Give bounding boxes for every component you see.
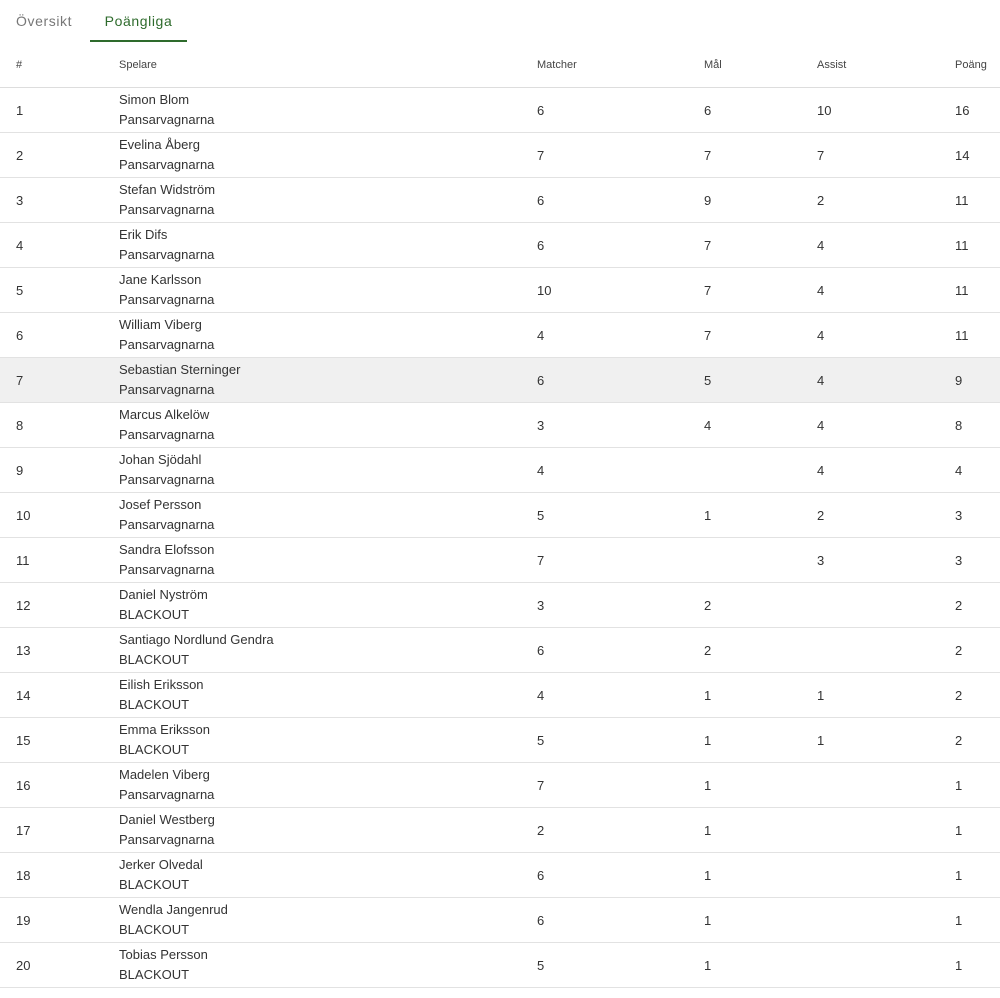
points-cell: 11 (955, 268, 1000, 313)
assists-cell: 4 (817, 403, 955, 448)
team-name: BLACKOUT (119, 607, 190, 622)
points-cell: 4 (955, 448, 1000, 493)
rank-cell: 9 (0, 448, 119, 493)
goals-cell: 4 (704, 403, 817, 448)
goals-cell: 7 (704, 133, 817, 178)
player-name[interactable]: Jane Karlsson (119, 272, 202, 287)
matches-cell: 6 (537, 853, 704, 898)
player-cell (119, 718, 537, 763)
table-row[interactable] (0, 718, 1000, 763)
player-name[interactable]: Jerker Olvedal (119, 857, 203, 872)
player-cell (119, 628, 537, 673)
matches-cell: 4 (537, 673, 704, 718)
table-row[interactable] (0, 853, 1000, 898)
goals-cell: 1 (704, 718, 817, 763)
table-row[interactable] (0, 133, 1000, 178)
rank-cell: 1 (0, 88, 119, 133)
matches-cell: 6 (537, 178, 704, 223)
matches-cell: 6 (537, 358, 704, 403)
player-cell (119, 538, 537, 583)
table-row[interactable] (0, 403, 1000, 448)
matches-cell: 7 (537, 763, 704, 808)
goals-cell: 7 (704, 313, 817, 358)
player-cell (119, 358, 537, 403)
table-row[interactable] (0, 493, 1000, 538)
assists-cell: 1 (817, 718, 955, 763)
points-cell: 1 (955, 763, 1000, 808)
goals-cell: 7 (704, 268, 817, 313)
points-cell: 2 (955, 628, 1000, 673)
goals-cell: 2 (704, 628, 817, 673)
column-header-assists[interactable]: Assist (817, 42, 955, 88)
goals-cell: 1 (704, 493, 817, 538)
tab-poangliga[interactable]: Poängliga (90, 0, 187, 42)
team-name: BLACKOUT (119, 922, 190, 937)
player-cell (119, 763, 537, 808)
rank-cell: 14 (0, 673, 119, 718)
table-row[interactable] (0, 313, 1000, 358)
assists-cell: 2 (817, 178, 955, 223)
player-name[interactable]: Sandra Elofsson (119, 542, 215, 557)
player-name[interactable]: William Viberg (119, 317, 202, 332)
goals-cell: 1 (704, 943, 817, 988)
column-header-player[interactable]: Spelare (119, 42, 537, 88)
rank-cell: 8 (0, 403, 119, 448)
player-name[interactable]: Tobias Persson (119, 947, 208, 962)
rank-cell: 10 (0, 493, 119, 538)
matches-cell: 6 (537, 88, 704, 133)
player-name[interactable]: Stefan Widström (119, 182, 216, 197)
assists-cell: 4 (817, 313, 955, 358)
assists-cell: 4 (817, 268, 955, 313)
table-row[interactable] (0, 538, 1000, 583)
points-cell: 2 (955, 718, 1000, 763)
player-cell (119, 808, 537, 853)
team-name: Pansarvagnarna (119, 337, 215, 352)
assists-cell: 4 (817, 358, 955, 403)
team-name: Pansarvagnarna (119, 247, 215, 262)
player-cell (119, 493, 537, 538)
assists-cell: 4 (817, 448, 955, 493)
assists-cell: 7 (817, 133, 955, 178)
points-cell: 11 (955, 223, 1000, 268)
assists-cell (817, 943, 955, 988)
player-name[interactable]: Daniel Nyström (119, 587, 208, 602)
tab-bar (0, 0, 1000, 42)
matches-cell: 5 (537, 943, 704, 988)
player-cell (119, 583, 537, 628)
team-name: BLACKOUT (119, 877, 190, 892)
goals-cell: 7 (704, 223, 817, 268)
matches-cell: 10 (537, 268, 704, 313)
table-header (0, 42, 1000, 88)
player-name[interactable]: Madelen Viberg (119, 767, 210, 782)
points-cell: 3 (955, 538, 1000, 583)
player-cell (119, 943, 537, 988)
points-cell: 1 (955, 853, 1000, 898)
matches-cell: 6 (537, 898, 704, 943)
table-row[interactable] (0, 943, 1000, 988)
rank-cell: 6 (0, 313, 119, 358)
player-cell (119, 853, 537, 898)
team-name: Pansarvagnarna (119, 112, 215, 127)
table-row[interactable] (0, 808, 1000, 853)
rank-cell: 16 (0, 763, 119, 808)
player-name[interactable]: Eilish Eriksson (119, 677, 204, 692)
table-row[interactable] (0, 178, 1000, 223)
points-cell: 1 (955, 898, 1000, 943)
goals-cell: 1 (704, 898, 817, 943)
table-row[interactable] (0, 448, 1000, 493)
points-cell: 14 (955, 133, 1000, 178)
rank-cell: 17 (0, 808, 119, 853)
rank-cell: 5 (0, 268, 119, 313)
team-name: Pansarvagnarna (119, 292, 215, 307)
assists-cell (817, 808, 955, 853)
assists-cell: 2 (817, 493, 955, 538)
assists-cell: 3 (817, 538, 955, 583)
assists-cell (817, 583, 955, 628)
table-row[interactable] (0, 763, 1000, 808)
matches-cell: 4 (537, 448, 704, 493)
points-cell: 9 (955, 358, 1000, 403)
goals-cell: 6 (704, 88, 817, 133)
team-name: Pansarvagnarna (119, 382, 215, 397)
player-name[interactable]: Emma Eriksson (119, 722, 211, 737)
points-cell: 11 (955, 178, 1000, 223)
rank-cell: 11 (0, 538, 119, 583)
player-name[interactable]: Sebastian Sterninger (119, 362, 241, 377)
rank-cell: 3 (0, 178, 119, 223)
team-name: BLACKOUT (119, 967, 190, 982)
goals-cell: 9 (704, 178, 817, 223)
rank-cell: 13 (0, 628, 119, 673)
matches-cell: 6 (537, 628, 704, 673)
player-name[interactable]: Marcus Alkelöw (119, 407, 210, 422)
matches-cell: 7 (537, 538, 704, 583)
assists-cell (817, 628, 955, 673)
assists-cell: 1 (817, 673, 955, 718)
player-cell (119, 898, 537, 943)
goals-cell: 2 (704, 583, 817, 628)
table-row[interactable] (0, 223, 1000, 268)
assists-cell (817, 853, 955, 898)
matches-cell: 5 (537, 718, 704, 763)
team-name: BLACKOUT (119, 742, 190, 757)
goals-cell: 1 (704, 853, 817, 898)
rank-cell: 19 (0, 898, 119, 943)
table-row[interactable] (0, 358, 1000, 403)
rank-cell: 20 (0, 943, 119, 988)
goals-cell: 5 (704, 358, 817, 403)
matches-cell: 3 (537, 403, 704, 448)
goals-cell (704, 538, 817, 583)
table-row[interactable] (0, 673, 1000, 718)
matches-cell: 2 (537, 808, 704, 853)
team-name: BLACKOUT (119, 652, 190, 667)
team-name: Pansarvagnarna (119, 472, 215, 487)
goals-cell: 1 (704, 763, 817, 808)
player-cell (119, 178, 537, 223)
team-name: Pansarvagnarna (119, 562, 215, 577)
team-name: Pansarvagnarna (119, 832, 215, 847)
player-cell (119, 88, 537, 133)
column-header-rank[interactable]: # (0, 42, 119, 88)
assists-cell: 4 (817, 223, 955, 268)
rank-cell: 18 (0, 853, 119, 898)
goals-cell (704, 448, 817, 493)
team-name: Pansarvagnarna (119, 202, 215, 217)
player-cell (119, 133, 537, 178)
player-name[interactable]: Johan Sjödahl (119, 452, 202, 467)
points-cell: 11 (955, 313, 1000, 358)
player-name[interactable]: Daniel Westberg (119, 812, 215, 827)
table-row[interactable] (0, 628, 1000, 673)
rank-cell: 12 (0, 583, 119, 628)
player-cell (119, 448, 537, 493)
table-row[interactable] (0, 898, 1000, 943)
rank-cell: 4 (0, 223, 119, 268)
player-cell (119, 673, 537, 718)
player-name[interactable]: Josef Persson (119, 497, 202, 512)
team-name: Pansarvagnarna (119, 787, 215, 802)
rank-cell: 15 (0, 718, 119, 763)
points-cell: 8 (955, 403, 1000, 448)
points-cell: 16 (955, 88, 1000, 133)
player-cell (119, 403, 537, 448)
assists-cell (817, 763, 955, 808)
team-name: Pansarvagnarna (119, 517, 215, 532)
table-row[interactable] (0, 268, 1000, 313)
player-name[interactable]: Wendla Jangenrud (119, 902, 228, 917)
table-row[interactable] (0, 583, 1000, 628)
player-name[interactable]: Simon Blom (119, 92, 190, 107)
rank-cell: 7 (0, 358, 119, 403)
tab-oversikt[interactable]: Översikt (16, 13, 73, 29)
matches-cell: 3 (537, 583, 704, 628)
goals-cell: 1 (704, 673, 817, 718)
points-cell: 3 (955, 493, 1000, 538)
player-cell (119, 313, 537, 358)
table-row[interactable] (0, 88, 1000, 133)
assists-cell (817, 898, 955, 943)
player-cell (119, 223, 537, 268)
goals-cell: 1 (704, 808, 817, 853)
points-cell: 2 (955, 673, 1000, 718)
matches-cell: 5 (537, 493, 704, 538)
player-cell (119, 268, 537, 313)
team-name: Pansarvagnarna (119, 427, 215, 442)
matches-cell: 6 (537, 223, 704, 268)
column-header-goals[interactable]: Mål (704, 42, 817, 88)
matches-cell: 4 (537, 313, 704, 358)
points-table (0, 42, 1000, 988)
team-name: BLACKOUT (119, 697, 190, 712)
column-header-points[interactable]: Poäng (955, 42, 1000, 88)
player-name[interactable]: Evelina Åberg (119, 137, 200, 152)
points-cell: 1 (955, 943, 1000, 988)
column-header-matches[interactable]: Matcher (537, 42, 704, 88)
assists-cell: 10 (817, 88, 955, 133)
points-cell: 1 (955, 808, 1000, 853)
matches-cell: 7 (537, 133, 704, 178)
player-name[interactable]: Erik Difs (119, 227, 168, 242)
player-name[interactable]: Santiago Nordlund Gendra (119, 632, 274, 647)
points-cell: 2 (955, 583, 1000, 628)
rank-cell: 2 (0, 133, 119, 178)
team-name: Pansarvagnarna (119, 157, 215, 172)
